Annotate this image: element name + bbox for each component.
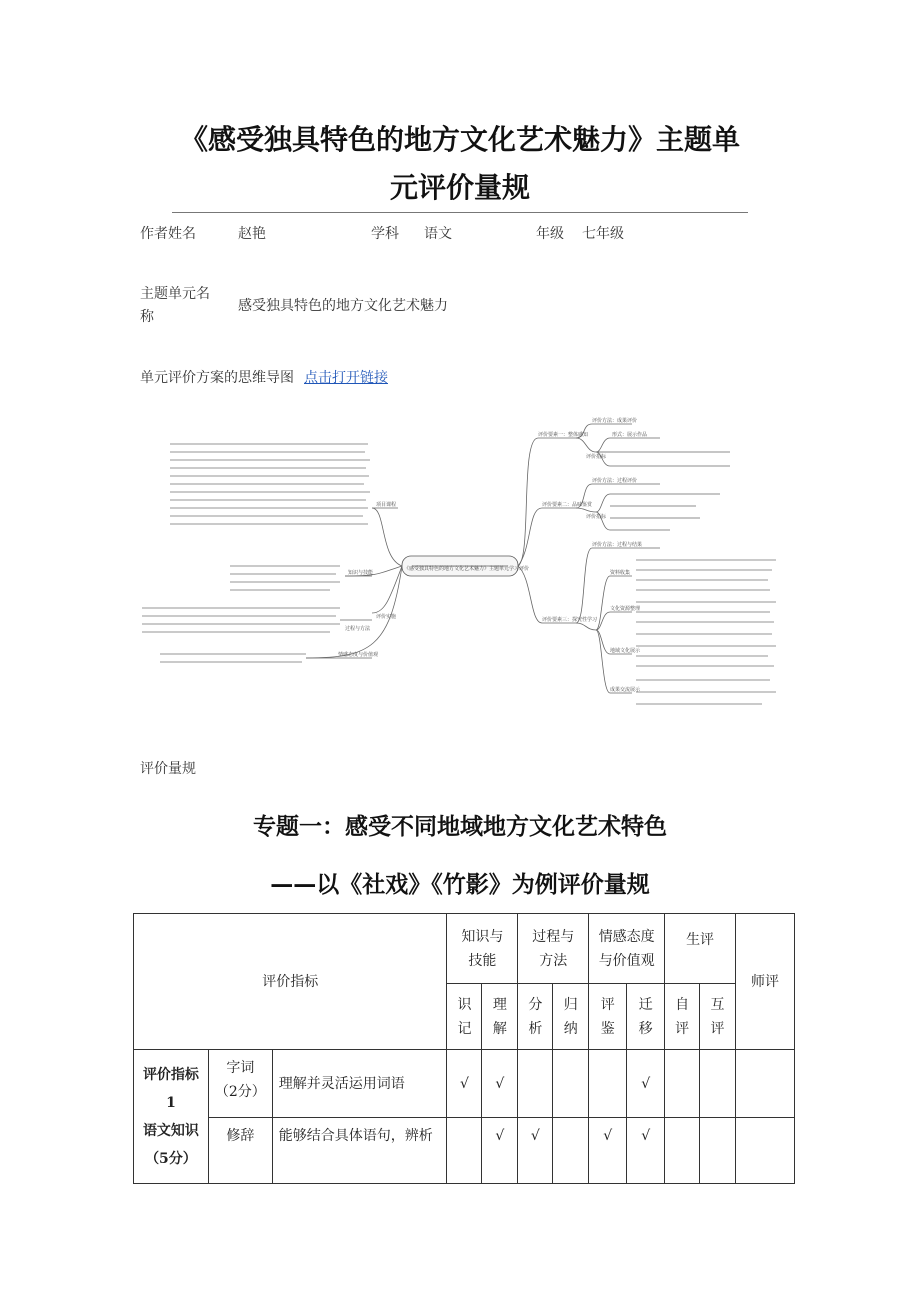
mindmap-leaf-a1: 评价方法：成果评价 xyxy=(592,418,638,424)
mark-cell: √ xyxy=(447,1050,482,1118)
mark-cell xyxy=(700,1050,736,1118)
rubric-label: 评价量规 xyxy=(140,761,196,777)
desc-cell: 理解并灵活运用词语 xyxy=(272,1050,447,1118)
group-knowledge-skills: 知识与 技能 xyxy=(447,914,518,984)
subject-value: 语文 xyxy=(424,226,452,242)
teacher-eval-header: 师评 xyxy=(736,914,795,1050)
mindmap-leaf-b1: 评价方法：过程评价 xyxy=(592,478,638,484)
category-cell: 评价指标 1 语文知识 （5分） xyxy=(134,1050,209,1184)
subcol-transfer: 迁 移 xyxy=(627,984,665,1050)
mindmap-right-branch-2: 评价要素二：品味鉴赏 xyxy=(542,502,593,508)
group-attitude-values: 情感态度 与价值观 xyxy=(589,914,665,984)
author-value: 赵艳 xyxy=(238,226,266,242)
mindmap-leaf-c3: 文化资源整理 xyxy=(610,606,641,612)
mark-cell xyxy=(518,1050,553,1118)
mark-cell xyxy=(700,1118,736,1184)
mark-cell: √ xyxy=(589,1118,627,1184)
author-label: 作者姓名 xyxy=(140,226,196,242)
unit-label-line1: 主题单元名 xyxy=(140,286,210,302)
group-process-methods: 过程与 方法 xyxy=(518,914,589,984)
title-divider xyxy=(172,212,748,213)
mindmap-right-branch-1: 评价要素一：整体感知 xyxy=(538,432,589,438)
mindmap-left-branch-5: 情感态度与价值观 xyxy=(338,652,379,658)
mindmap-left-branch-2: 知识与技能 xyxy=(348,570,374,576)
mindmap-label: 单元评价方案的思维导图 xyxy=(140,370,294,386)
grade-value: 七年级 xyxy=(582,226,624,242)
document-title-line2: 元评价量规 xyxy=(389,171,530,204)
subcol-understand: 理 解 xyxy=(482,984,518,1050)
grade-label: 年级 xyxy=(536,226,564,242)
mark-cell xyxy=(589,1050,627,1118)
mark-cell: √ xyxy=(627,1050,665,1118)
mindmap-left-branch-1: 项目课程 xyxy=(376,502,397,508)
topic-subtitle: ——以《社戏》《竹影》为例评价量规 xyxy=(270,872,650,898)
topic-title: 专题一：感受不同地域地方文化艺术特色 xyxy=(253,814,667,840)
subcol-analyze: 分 析 xyxy=(518,984,553,1050)
mark-cell xyxy=(447,1118,482,1184)
mark-cell: √ xyxy=(482,1050,518,1118)
indicator-header: 评价指标 xyxy=(134,914,447,1050)
mindmap-left-branch-3: 评价实施 xyxy=(376,614,397,620)
mindmap-leaf-c5: 成果交流展示 xyxy=(610,687,641,693)
rubric-table xyxy=(133,913,795,1184)
mindmap-left-branch-4: 过程与方法 xyxy=(345,626,371,632)
subcol-induce: 归 纳 xyxy=(553,984,589,1050)
mindmap-open-link[interactable]: 点击打开链接 xyxy=(304,370,388,386)
mindmap-leaf-a3: 评价指标 xyxy=(586,454,607,460)
desc-cell: 能够结合具体语句，辨析 xyxy=(272,1118,447,1184)
mindmap-right-branch-3: 评价要素三：探究性学习 xyxy=(542,617,598,623)
mark-cell xyxy=(553,1050,589,1118)
mark-cell xyxy=(665,1050,700,1118)
teacher-eval-cell xyxy=(736,1050,795,1118)
unit-value: 感受独具特色的地方文化艺术魅力 xyxy=(238,298,448,314)
mark-cell: √ xyxy=(482,1118,518,1184)
subcol-peer-eval: 互 评 xyxy=(700,984,736,1050)
teacher-eval-cell xyxy=(736,1118,795,1184)
unit-label-line2: 称 xyxy=(140,309,154,325)
mindmap-leaf-c4: 地域文化展示 xyxy=(610,648,641,654)
document-title-line1: 《感受独具特色的地方文化艺术魅力》主题单 xyxy=(179,123,740,156)
item-cell: 字词 （2分） xyxy=(208,1050,272,1118)
mark-cell: √ xyxy=(518,1118,553,1184)
mindmap-leaf-a2: 形式：展示作品 xyxy=(612,432,648,438)
mindmap-center-label: 《感受独具特色的地方文化艺术魅力》主题单元学习评价 xyxy=(404,566,530,572)
subcol-self-eval: 自 评 xyxy=(665,984,700,1050)
mindmap-leaf-c2: 资料收集 xyxy=(610,570,631,576)
group-student-eval: 生评 xyxy=(665,914,736,984)
mark-cell: √ xyxy=(627,1118,665,1184)
subject-label: 学科 xyxy=(371,226,399,242)
mindmap-image xyxy=(140,408,780,708)
subcol-recall: 识 记 xyxy=(447,984,482,1050)
item-cell: 修辞 xyxy=(208,1118,272,1184)
mark-cell xyxy=(553,1118,589,1184)
subcol-appraise: 评 鉴 xyxy=(589,984,627,1050)
mindmap-leaf-b2: 评价指标 xyxy=(586,514,607,520)
mindmap-leaf-c1: 评价方法：过程与结果 xyxy=(592,542,643,548)
mark-cell xyxy=(665,1118,700,1184)
